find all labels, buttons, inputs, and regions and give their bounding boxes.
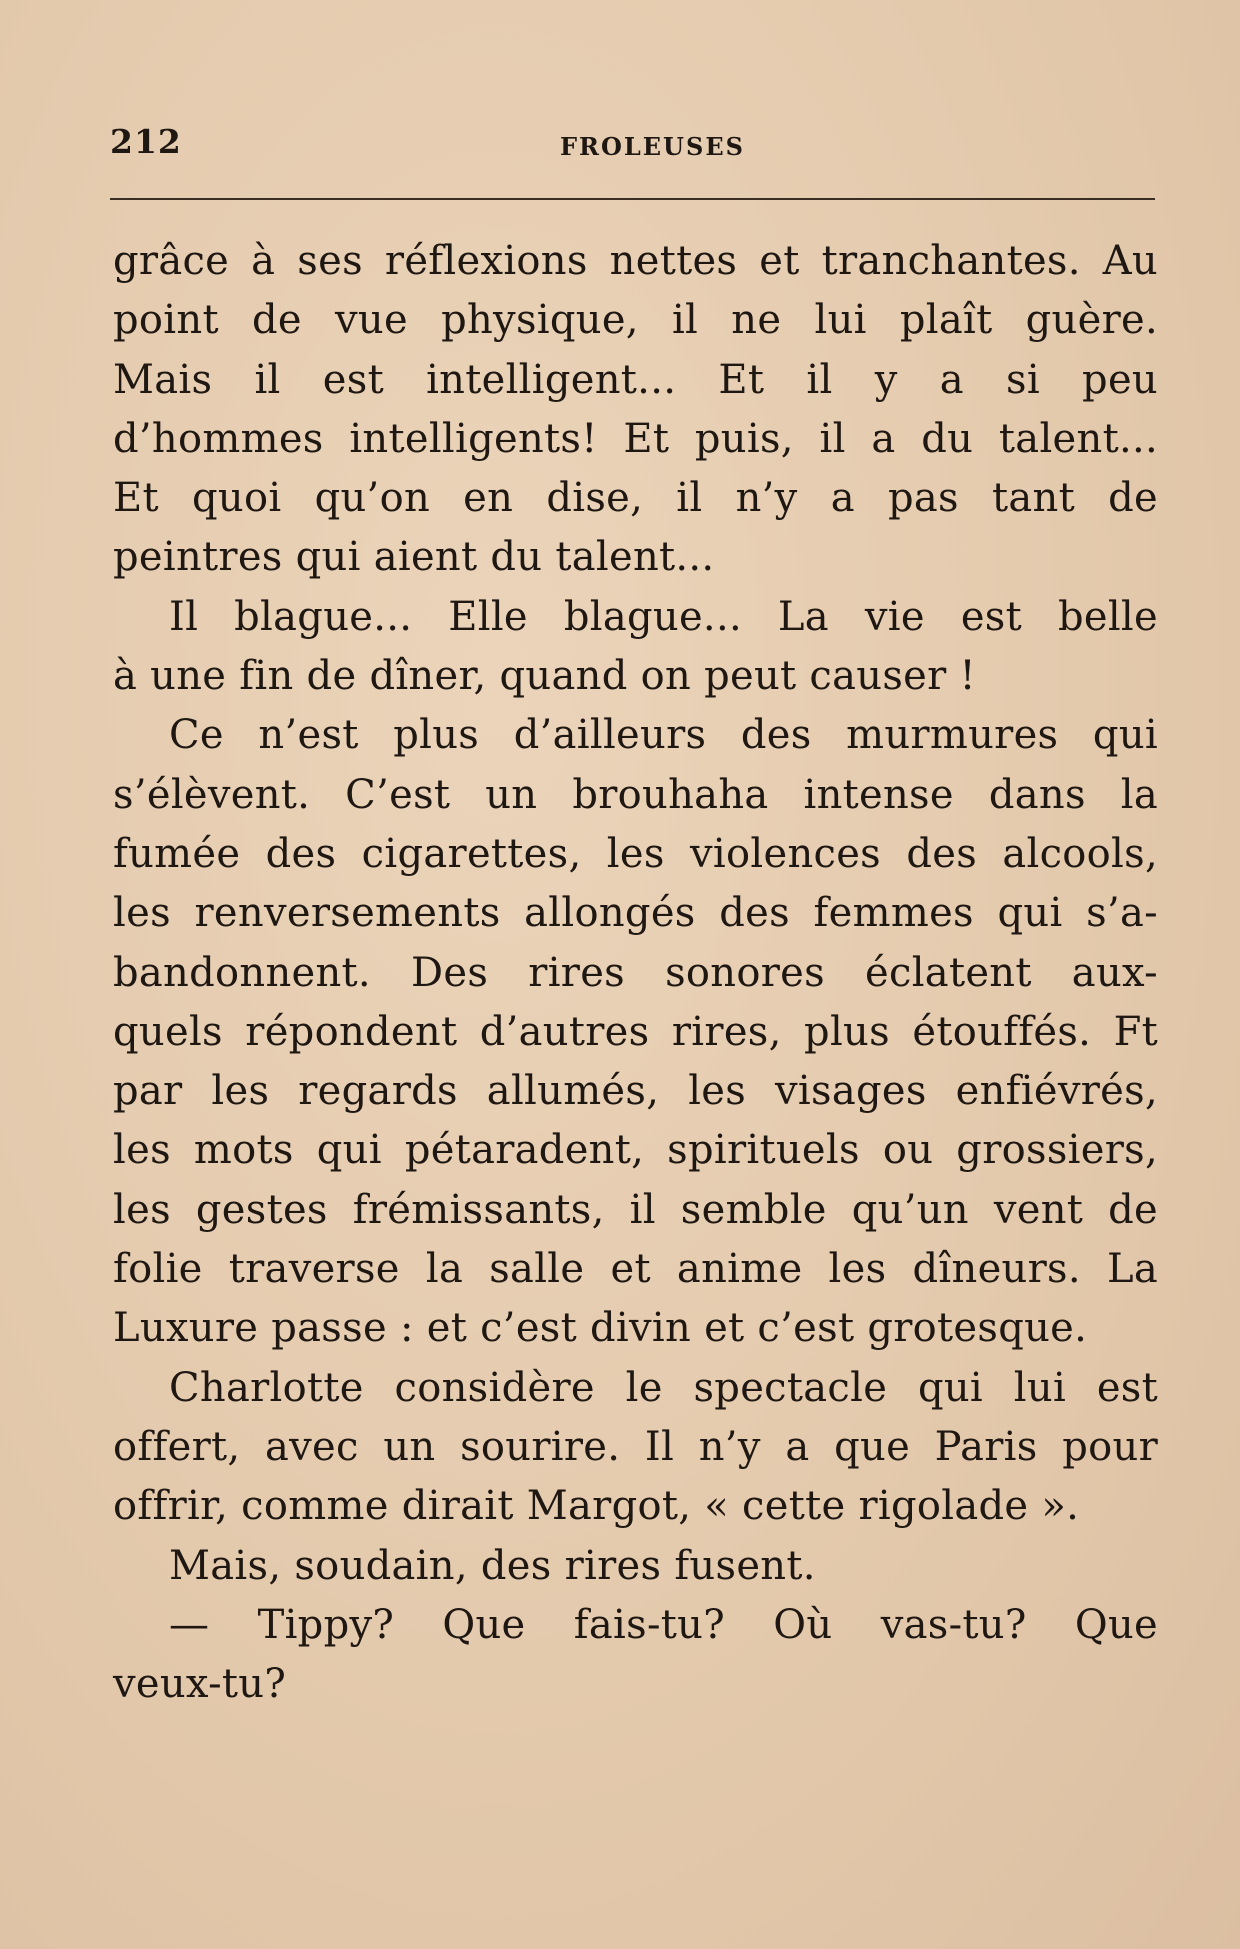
text-line: par les regards allumés, les visages enfiévrés, [113,1068,1158,1115]
text-line: veux-tu? [113,1661,287,1708]
running-title: FROLEUSES [560,132,745,161]
text-line: à une fin de dîner, quand on peut causer ! [113,653,976,700]
text-line: Luxure passe : et c’est divin et c’est grotesque. [113,1305,1088,1352]
text-line: Et quoi qu’on en dise, il n’y a pas tant de [113,475,1158,522]
page-number: 212 [110,122,182,161]
text-line: point de vue physique, il ne lui plaît guère. [113,297,1158,344]
text-line: Il blague... Elle blague... La vie est belle [169,593,1158,640]
text-line: peintres qui aient du talent... [113,534,715,581]
text-line: Mais il est intelligent... Et il y a si peu [113,356,1158,403]
body-text [113,232,1158,1714]
text-line: Charlotte considère le spectacle qui lui est [169,1364,1158,1411]
text-line: Ce n’est plus d’ailleurs des murmures qui [169,712,1158,759]
text-line: quels répondent d’autres rires, plus étouffés. Ft [113,1008,1158,1055]
text-line: les renversements allongés des femmes qui s’a- [113,890,1158,937]
text-line: fumée des cigarettes, les violences des alcools, [113,830,1158,877]
text-line: s’élèvent. C’est un brouhaha intense dans la [113,771,1158,818]
running-head [110,122,1155,172]
text-line: d’hommes intelligents! Et puis, il a du talent... [113,415,1158,462]
text-line: Mais, soudain, des rires fusent. [169,1542,816,1589]
text-line: les mots qui pétaradent, spirituels ou grossiers, [113,1127,1158,1174]
text-line: bandonnent. Des rires sonores éclatent aux- [113,949,1158,996]
text-line: folie traverse la salle et anime les dîneurs. La [113,1246,1158,1293]
text-line: grâce à ses réflexions nettes et tranchantes. Au [113,238,1158,284]
header-rule [110,198,1155,200]
text-line: — Tippy? Que fais-tu? Où vas-tu? Que [169,1601,1158,1648]
text-line: offrir, comme dirait Margot, « cette rigolade ». [113,1483,1080,1530]
text-line: les gestes frémissants, il semble qu’un vent de [113,1186,1158,1233]
text-line: offert, avec un sourire. Il n’y a que Paris pour [113,1423,1158,1470]
